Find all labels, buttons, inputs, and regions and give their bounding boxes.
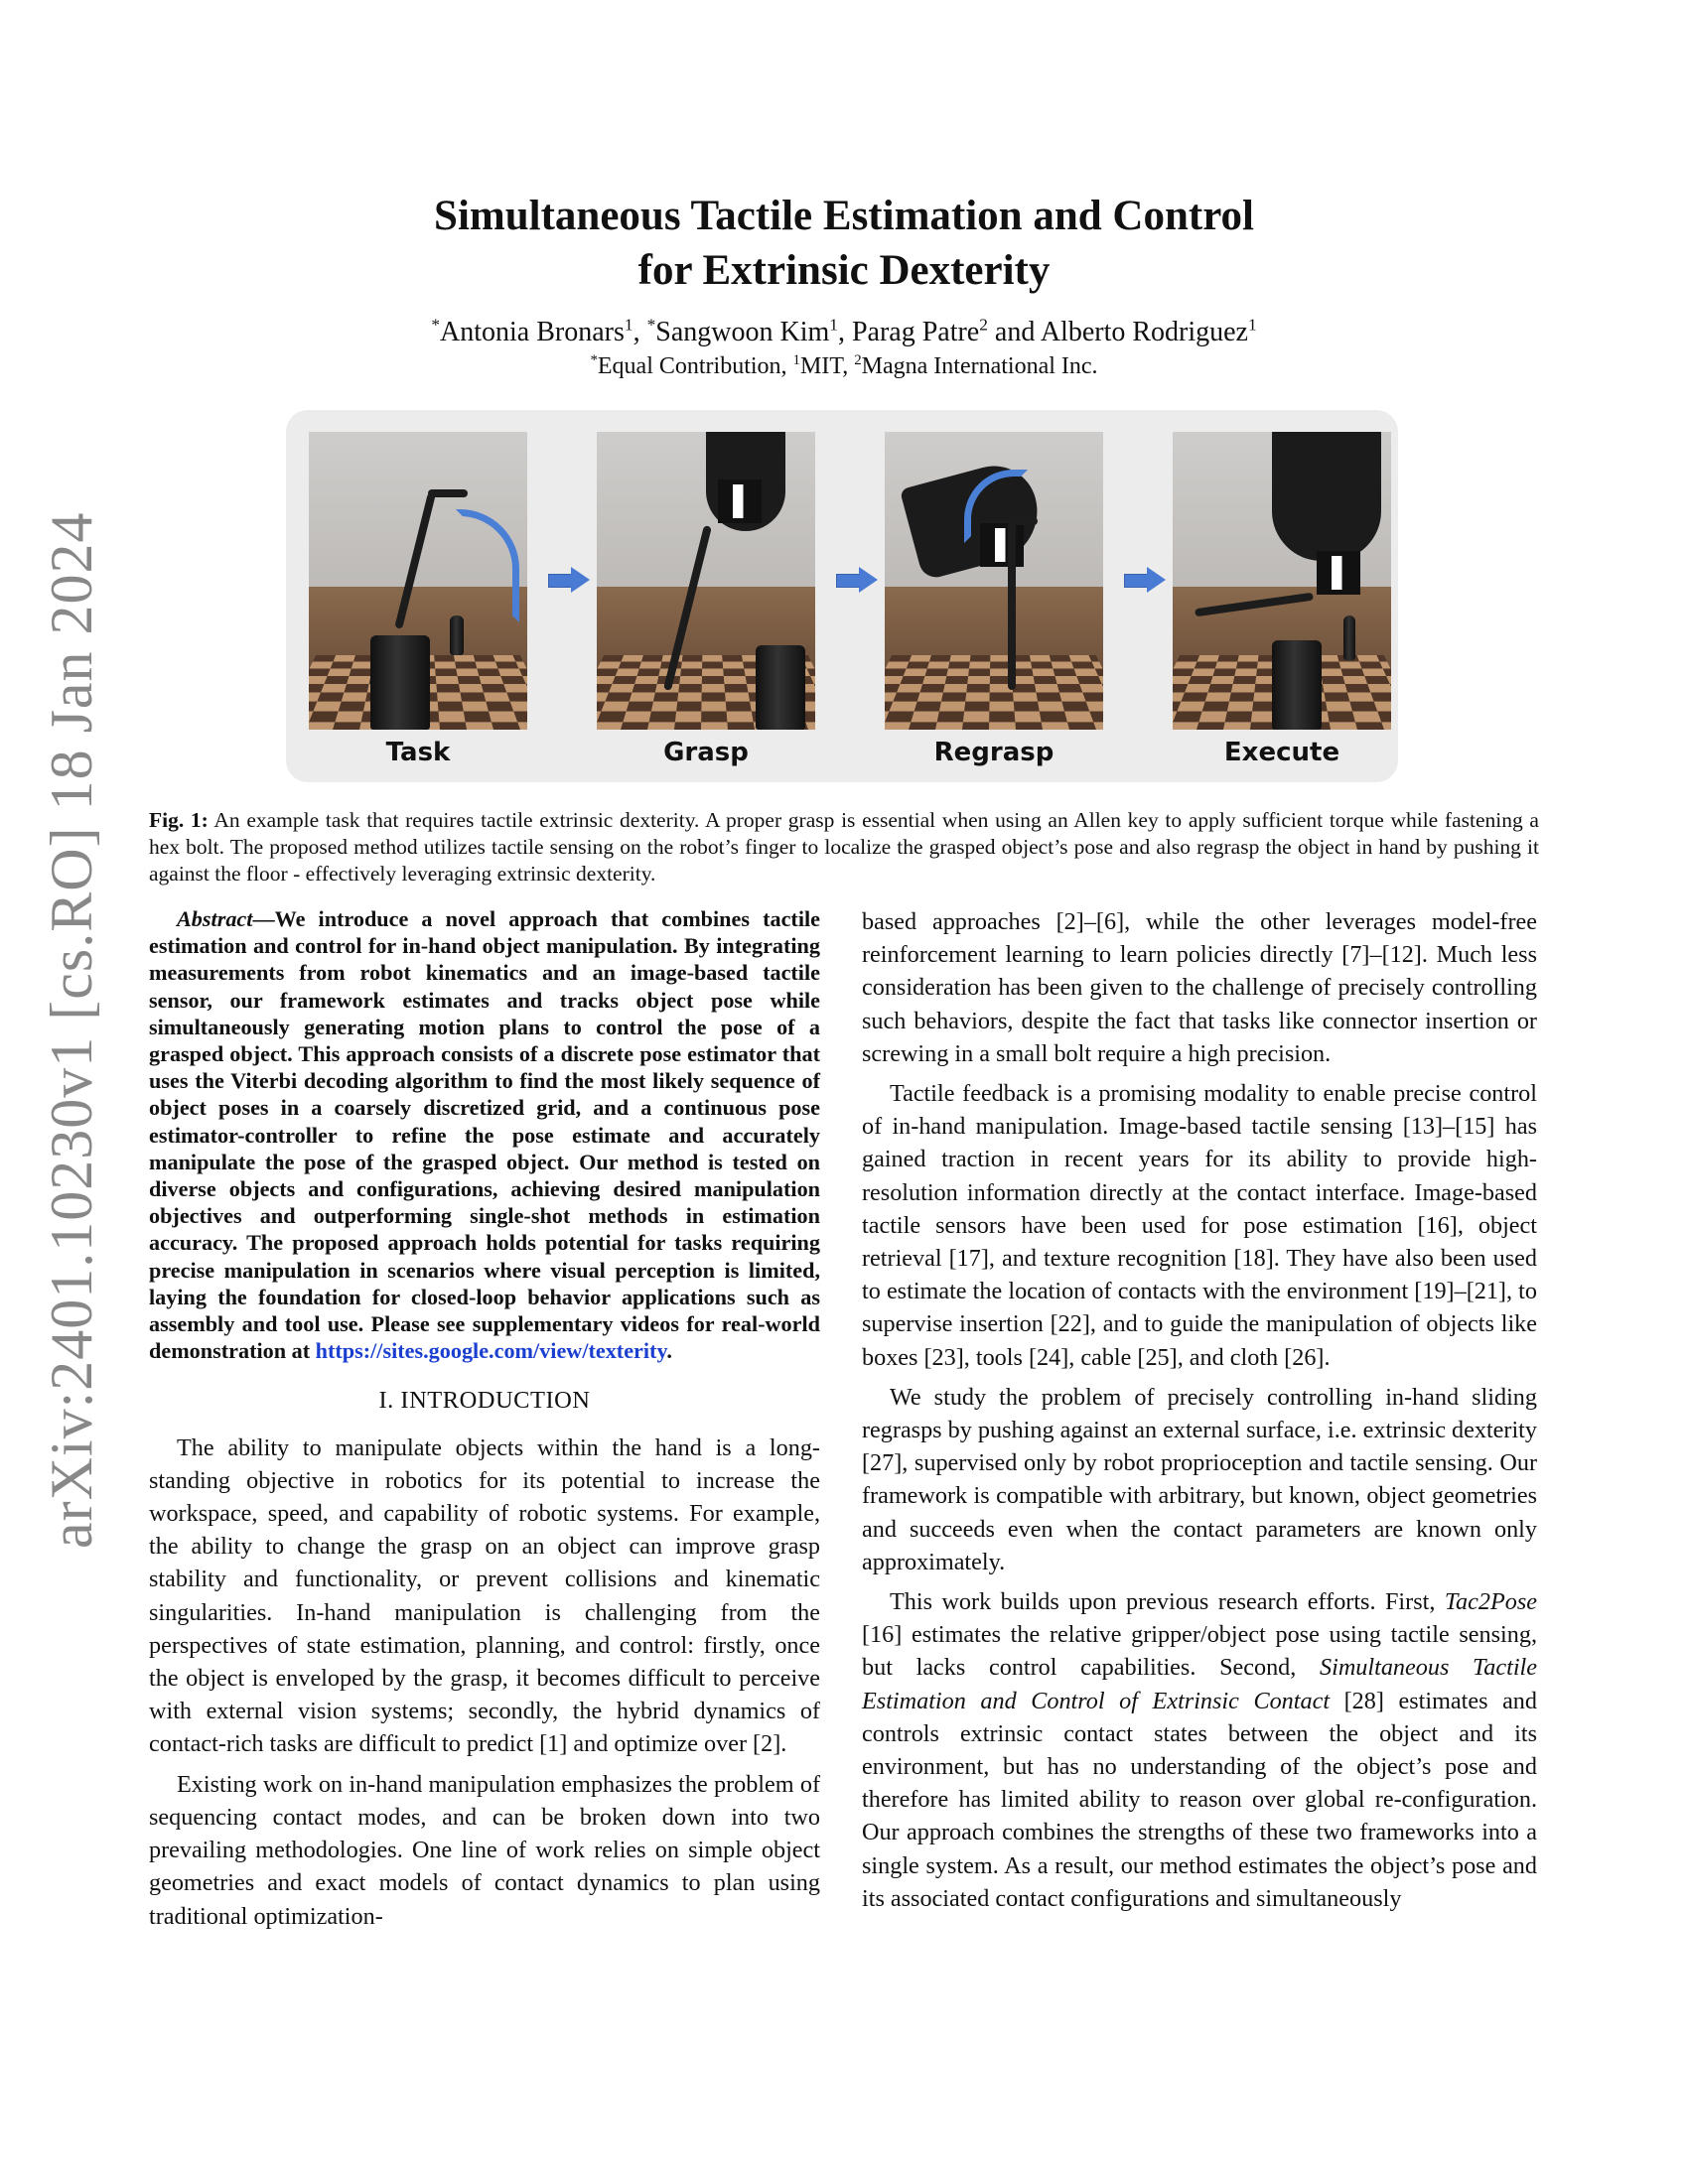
arxiv-identifier: arXiv:2401.10230v1 [cs.RO] 18 Jan 2024: [39, 511, 104, 1549]
figure-1: [286, 410, 1398, 782]
label-regrasp: Regrasp: [933, 738, 1055, 767]
task-photo: [309, 432, 527, 730]
caption-text: An example task that requires tactile extrinsic dexterity. A proper grasp is essential when using an Allen key to apply sufficient torque while fastening a hex bolt. The proposed method utilizes tactile sensing on the robot’s finger to localize the grasped object’s pose and also regrasp the object in hand by pushing it against the floor - effectively leveraging extrinsic dexterity.: [149, 808, 1539, 886]
author-2: Sangwoon Kim: [655, 317, 830, 347]
abstract-label: Abstract: [177, 906, 253, 931]
intro-paragraph-2: Existing work on in-hand manipulation emphasizes the problem of sequencing contact modes, and can be broken down into two prevailing methodologies. One line of work relies on simple object geometries and exact models of contact dynamics to plan using traditional optimization-: [149, 1770, 820, 1930]
arrow-right-icon: [836, 567, 878, 593]
label-grasp: Grasp: [663, 738, 749, 767]
abstract-body: We introduce a novel approach that combines tactile estimation and control for in-hand object manipulation. By integrating measurements from robot kinematics and an image-based tactile sensor, our framework estimates and tracks object pose while simultaneously generating motion plans to control the pose of a grasped object. This approach consists of a discrete pose estimator that uses the Viterbi decoding algorithm to find the most likely sequence of object poses in a coarsely discretized grid, and a continuous pose estimator-controller to refine the pose estimate and accurately manipulate the pose of the grasped object. Our method is tested on diverse objects and configurations, achieving desired manipulation objectives and outperforming single-shot methods in estimation accuracy. The proposed approach holds potential for tasks requiring precise manipulation in scenarios where visual perception is limited, laying the foundation for closed-loop behavior applications such as assembly and tool use. Please see supplementary videos for real-world demonstration at: [149, 906, 820, 1364]
right-column: [862, 905, 1537, 2027]
grasp-photo: [597, 432, 815, 730]
intro-paragraph-3: based approaches [2]–[6], while the other leverages model-free reinforcement learning to learn policies directly [7]–[12]. Much less consideration has been given to the challenge of precisely controlling such behaviors, despite the fact that tasks like connector insertion or screwing in a small bolt require a high precision.: [862, 908, 1537, 1067]
arrow-right-icon: [548, 567, 590, 593]
author-3: Parag Patre: [851, 317, 980, 347]
task-arrow-icon: [456, 509, 519, 622]
regrasp-photo: [885, 432, 1103, 730]
title-line-2: for Extrinsic Dexterity: [637, 247, 1051, 294]
author-4: Alberto Rodriguez: [1040, 317, 1248, 347]
label-task: Task: [385, 738, 451, 767]
fiducial-marker-icon: [718, 479, 762, 523]
project-link[interactable]: https://sites.google.com/view/texterity: [315, 1338, 667, 1364]
arrow-right-icon: [1124, 567, 1166, 593]
author-list: *Antonia Bronars$^1$, *Sangwoon Kim$^1$, Parag Patre$^2$ and Alberto Rodriguez$^1$: [431, 315, 1257, 347]
intro-paragraph-4: Tactile feedback is a promising modality to enable precise control of in-hand manipulation. Image-based tactile sensing [13]–[15] has gained traction in recent years for its ability to provide high-resolution information directly at the contact interface. Image-based tactile sensors have been used for pose estimation [16], object retrieval [17], and texture recognition [18]. They have also been used to estimate the location of contacts with the environment [19]–[21], to supervise insertion [22], and to guide the manipulation of objects like boxes [23], tools [24], cable [25], and cloth [26].: [862, 1080, 1537, 1371]
intro-paragraph-1: The ability to manipulate objects within the hand is a long-standing objective in robotics for its potential to increase the workspace, speed, and capability of robotic systems. For example, the ability to change the grasp on an object can improve grasp stability and functionality, or prevent collisions and kinematic singularities. In-hand manipulation is challenging from the perspectives of state estimation, planning, and control: firstly, once the object is enveloped by the grasp, it becomes difficult to perceive with external vision systems; secondly, the hybrid dynamics of contact-rich tasks are difficult to predict [1] and optimize over [2].: [149, 1433, 820, 1758]
fiducial-marker-icon: [1317, 551, 1360, 595]
left-column: [149, 905, 820, 2027]
execute-photo: [1173, 432, 1391, 730]
intro-paragraph-5: We study the problem of precisely controlling in-hand sliding regrasps by pushing against an external surface, i.e. extrinsic dexterity [27], supervised only by robot proprioception and tactile sensing. Our framework is compatible with arbitrary, but known, object geometries and succeeds even when the contact parameters are known only approximately.: [862, 1383, 1537, 1575]
author-1: Antonia Bronars: [440, 317, 625, 347]
title-line-1: Simultaneous Tactile Estimation and Control: [434, 193, 1254, 239]
caption-label: Fig. 1:: [149, 808, 209, 832]
figure-caption: [149, 807, 1539, 887]
abstract: Abstract—We introduce a novel approach that combines tactile estimation and control for in-hand object manipulation. By integrating measurements from robot kinematics and an image-based tactile sensor, our framework estimates and tracks object pose while simultaneously generating motion plans to control the pose of a grasped object. This approach consists of a discrete pose estimator that uses the Viterbi decoding algorithm to find the most likely sequence of object poses in a coarsely discretized grid, and a continuous pose estimator-controller to refine the pose estimate and accurately manipulate the pose of the grasped object. Our method is tested on diverse objects and configurations, achieving desired manipulation objectives and outperforming single-shot methods in estimation accuracy. The proposed approach holds potential for tasks requiring precise manipulation in scenarios where visual perception is limited, laying the foundation for closed-loop behavior applications such as assembly and tool use. Please see supplementary videos for real-world demonstration at https://sites.google.com/view/texterity.: [149, 906, 820, 1364]
intro-paragraph-6: This work builds upon previous research efforts. First, Tac2Pose [16] estimates the relative gripper/object pose using tactile sensing, but lacks control capabilities. Second, Simultaneous Tactile Estimation and Control of Extrinsic Contact [28] estimates and controls extrinsic contact states between the object and its environment, but has no understanding of the object’s pose and therefore has limited ability to reason over global re-configuration. Our approach combines the strengths of these two frameworks into a single system. As a result, our method estimates the object’s pose and its associated contact configurations and simultaneously: [862, 1588, 1537, 1912]
paper-title: [0, 189, 1688, 298]
label-execute: Execute: [1223, 738, 1340, 767]
affiliations: *Equal Contribution, $^1$MIT, $^2$Magna International Inc.: [590, 352, 1098, 379]
section-heading-introduction: I. INTRODUCTION: [378, 1387, 591, 1415]
